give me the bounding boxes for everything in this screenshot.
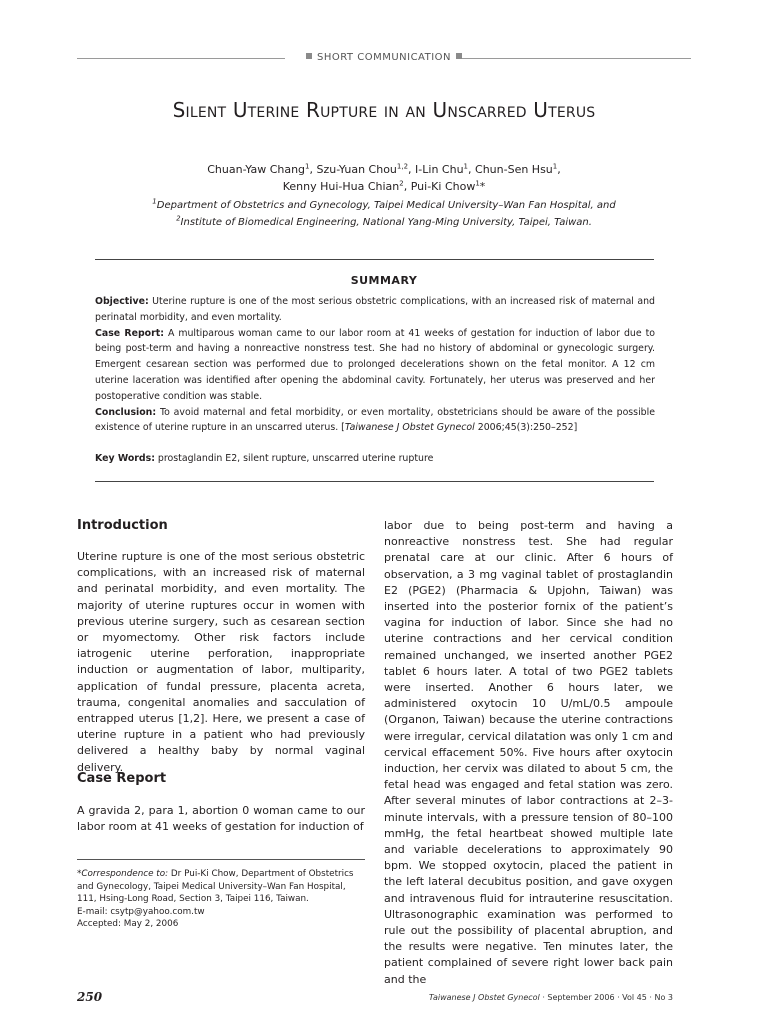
summary-bottom-rule (95, 481, 654, 482)
case-report-heading: Case Report (77, 771, 167, 786)
author-affiliation-mark: 1,2 (396, 162, 409, 171)
author-name: Kenny Hui-Hua Chian (282, 180, 400, 193)
author-name: Szu-Yuan Chou (316, 163, 397, 176)
introduction-heading: Introduction (77, 518, 168, 533)
page-number: 250 (77, 990, 103, 1004)
case-report-continued: labor due to being post-term and having a nonreactive nonstress test. She had regular prenatal care at our clinic. After 6 hours of observation, a 3 mg vaginal tablet of prostaglandin E2 (PGE2) (Pharmacia & Upjohn, Taiwan) was inserted into the posterior fornix of the patient’s vagina for induction of labor. Since she had no uterine contractions and her cervical condition remained unchanged, we inserted another PGE2 tablet 6 hours later. A total of two PGE2 tablets were inserted. Another 6 hours later, we administered oxytocin 10 U/mL/0.5 ampoule (Organon, Taiwan) because the uterine contractions were irregular, cervical dilatation was only 1 cm and cervical effacement 50%. Five hours after oxytocin induction, her cervix was dilated to about 5 cm, the fetal head was engaged and fetal station was zero. After several minutes of labor contractions at 2–3-minute intervals, with a pressure tension of 80–100 mmHg, the fetal heartbeat showed multiple late and variable decelerations to approximately 90 bpm. We stopped oxytocin, placed the patient in the left lateral decubitus position, and gave oxygen and intravenous fluid for intrauterine resuscitation. Ultrasonographic examination was performed to rule out the possibility of placental abruption, and the results were negative. Ten minutes later, the patient complained of severe right lower back pain and the (384, 519, 673, 986)
case-report-text: A gravida 2, para 1, abortion 0 woman came to our labor room at 41 weeks of gestation for induction of (77, 804, 365, 834)
affiliations (0, 197, 768, 231)
key-words: Key Words: prostaglandin E2, silent rupture, unscarred uterine rupture (95, 453, 434, 464)
author-name: Chuan-Yaw Chang (207, 163, 306, 176)
summary-objective: Objective: Uterine rupture is one of the most serious obstetric complications, with an increased risk of maternal and perinatal morbidity, and even mortality. (95, 296, 655, 323)
section-label: SHORT COMMUNICATION (0, 52, 768, 63)
author-affiliation-mark: 1 (463, 162, 469, 171)
summary-body (95, 294, 655, 436)
correspondence-footnote: *Correspondence to: Dr Pui-Ki Chow, Department of Obstetrics and Gynecology, Taipei Medical University–Wan Fan Hospital, 111, Hsing-Long Road, Section 3, Taipei 116, Taiwan. E-mail: csytp@yahoo.com.tw Accepted: May 2, 2006 (77, 868, 365, 931)
author-name: Pui-Ki Chow (410, 180, 476, 193)
running-footer: Taiwanese J Obstet Gynecol · September 2006 · Vol 45 · No 3 (428, 993, 673, 1002)
author-line-1: Chuan-Yaw Chang$^1$, Szu-Yuan Chou$^{1,2}$, I-Lin Chu$^1$, Chun-Sen Hsu$^1$, (207, 162, 561, 176)
author-list (0, 161, 768, 195)
affiliation-1: $^1$Department of Obstetrics and Gynecology, Taipei Medical University–Wan Fan Hospital, and (152, 197, 616, 211)
correspondence-email: E-mail: csytp@yahoo.com.tw (77, 906, 205, 917)
author-affiliation-mark: 1 (305, 162, 310, 171)
square-bullet-icon (456, 53, 462, 59)
affiliation-2: $^2$Institute of Biomedical Engineering, National Yang-Ming University, Taipei, Taiwan. (176, 214, 592, 228)
author-affiliation-mark: 2 (399, 179, 404, 188)
author-affiliation-mark: 1 (475, 179, 480, 188)
introduction-text: Uterine rupture is one of the most serious obstetric complications, with an increased risk of maternal and perinatal morbidity, and even mortality. The majority of uterine ruptures occur in women with previous uterine surgery, such as cesarean section or myomectomy. Other risk factors include iatrogenic uterine perforation, inappropriate induction or augmentation of labor, multiparity, application of fundal pressure, placenta acreta, trauma, congenital anomalies and sacculation of entrapped uterus [1,2]. Here, we present a case of uterine rupture in a patient who had previously delivered a healthy baby by normal vaginal delivery. (77, 550, 365, 774)
article-title: Silent Uterine Rupture in an Unscarred Uterus (172, 98, 596, 122)
footnote-rule (77, 859, 365, 860)
summary-case-report: Case Report: A multiparous woman came to our labor room at 41 weeks of gestation for induction of labor due to being post-term and having a nonreactive nonstress test. She had no history of abdominal or gynecologic surgery. Emergent cesarean section was performed due to prolonged decelerations shown on the fetal monitor. A 12 cm uterine laceration was identified after opening the abdominal cavity. Fortunately, her uterus was preserved and her postoperative condition was stable. (95, 327, 655, 402)
author-line-2: Kenny Hui-Hua Chian$^2$, Pui-Ki Chow$^1$* (282, 179, 486, 193)
accepted-date: Accepted: May 2, 2006 (77, 919, 179, 929)
author-affiliation-mark: 1 (552, 162, 558, 171)
square-bullet-icon (306, 53, 312, 59)
author-name: Chun-Sen Hsu (475, 163, 553, 176)
summary-conclusion: Conclusion: To avoid maternal and fetal morbidity, or even mortality, obstetricians should be aware of the possible existence of uterine rupture in an unscarred uterus. [Taiwanese J Obstet Gynecol 2006;45(3):250–252] (95, 406, 655, 434)
author-name: I-Lin Chu (415, 163, 464, 176)
summary-top-rule (95, 259, 654, 260)
summary-heading: SUMMARY (350, 274, 418, 287)
